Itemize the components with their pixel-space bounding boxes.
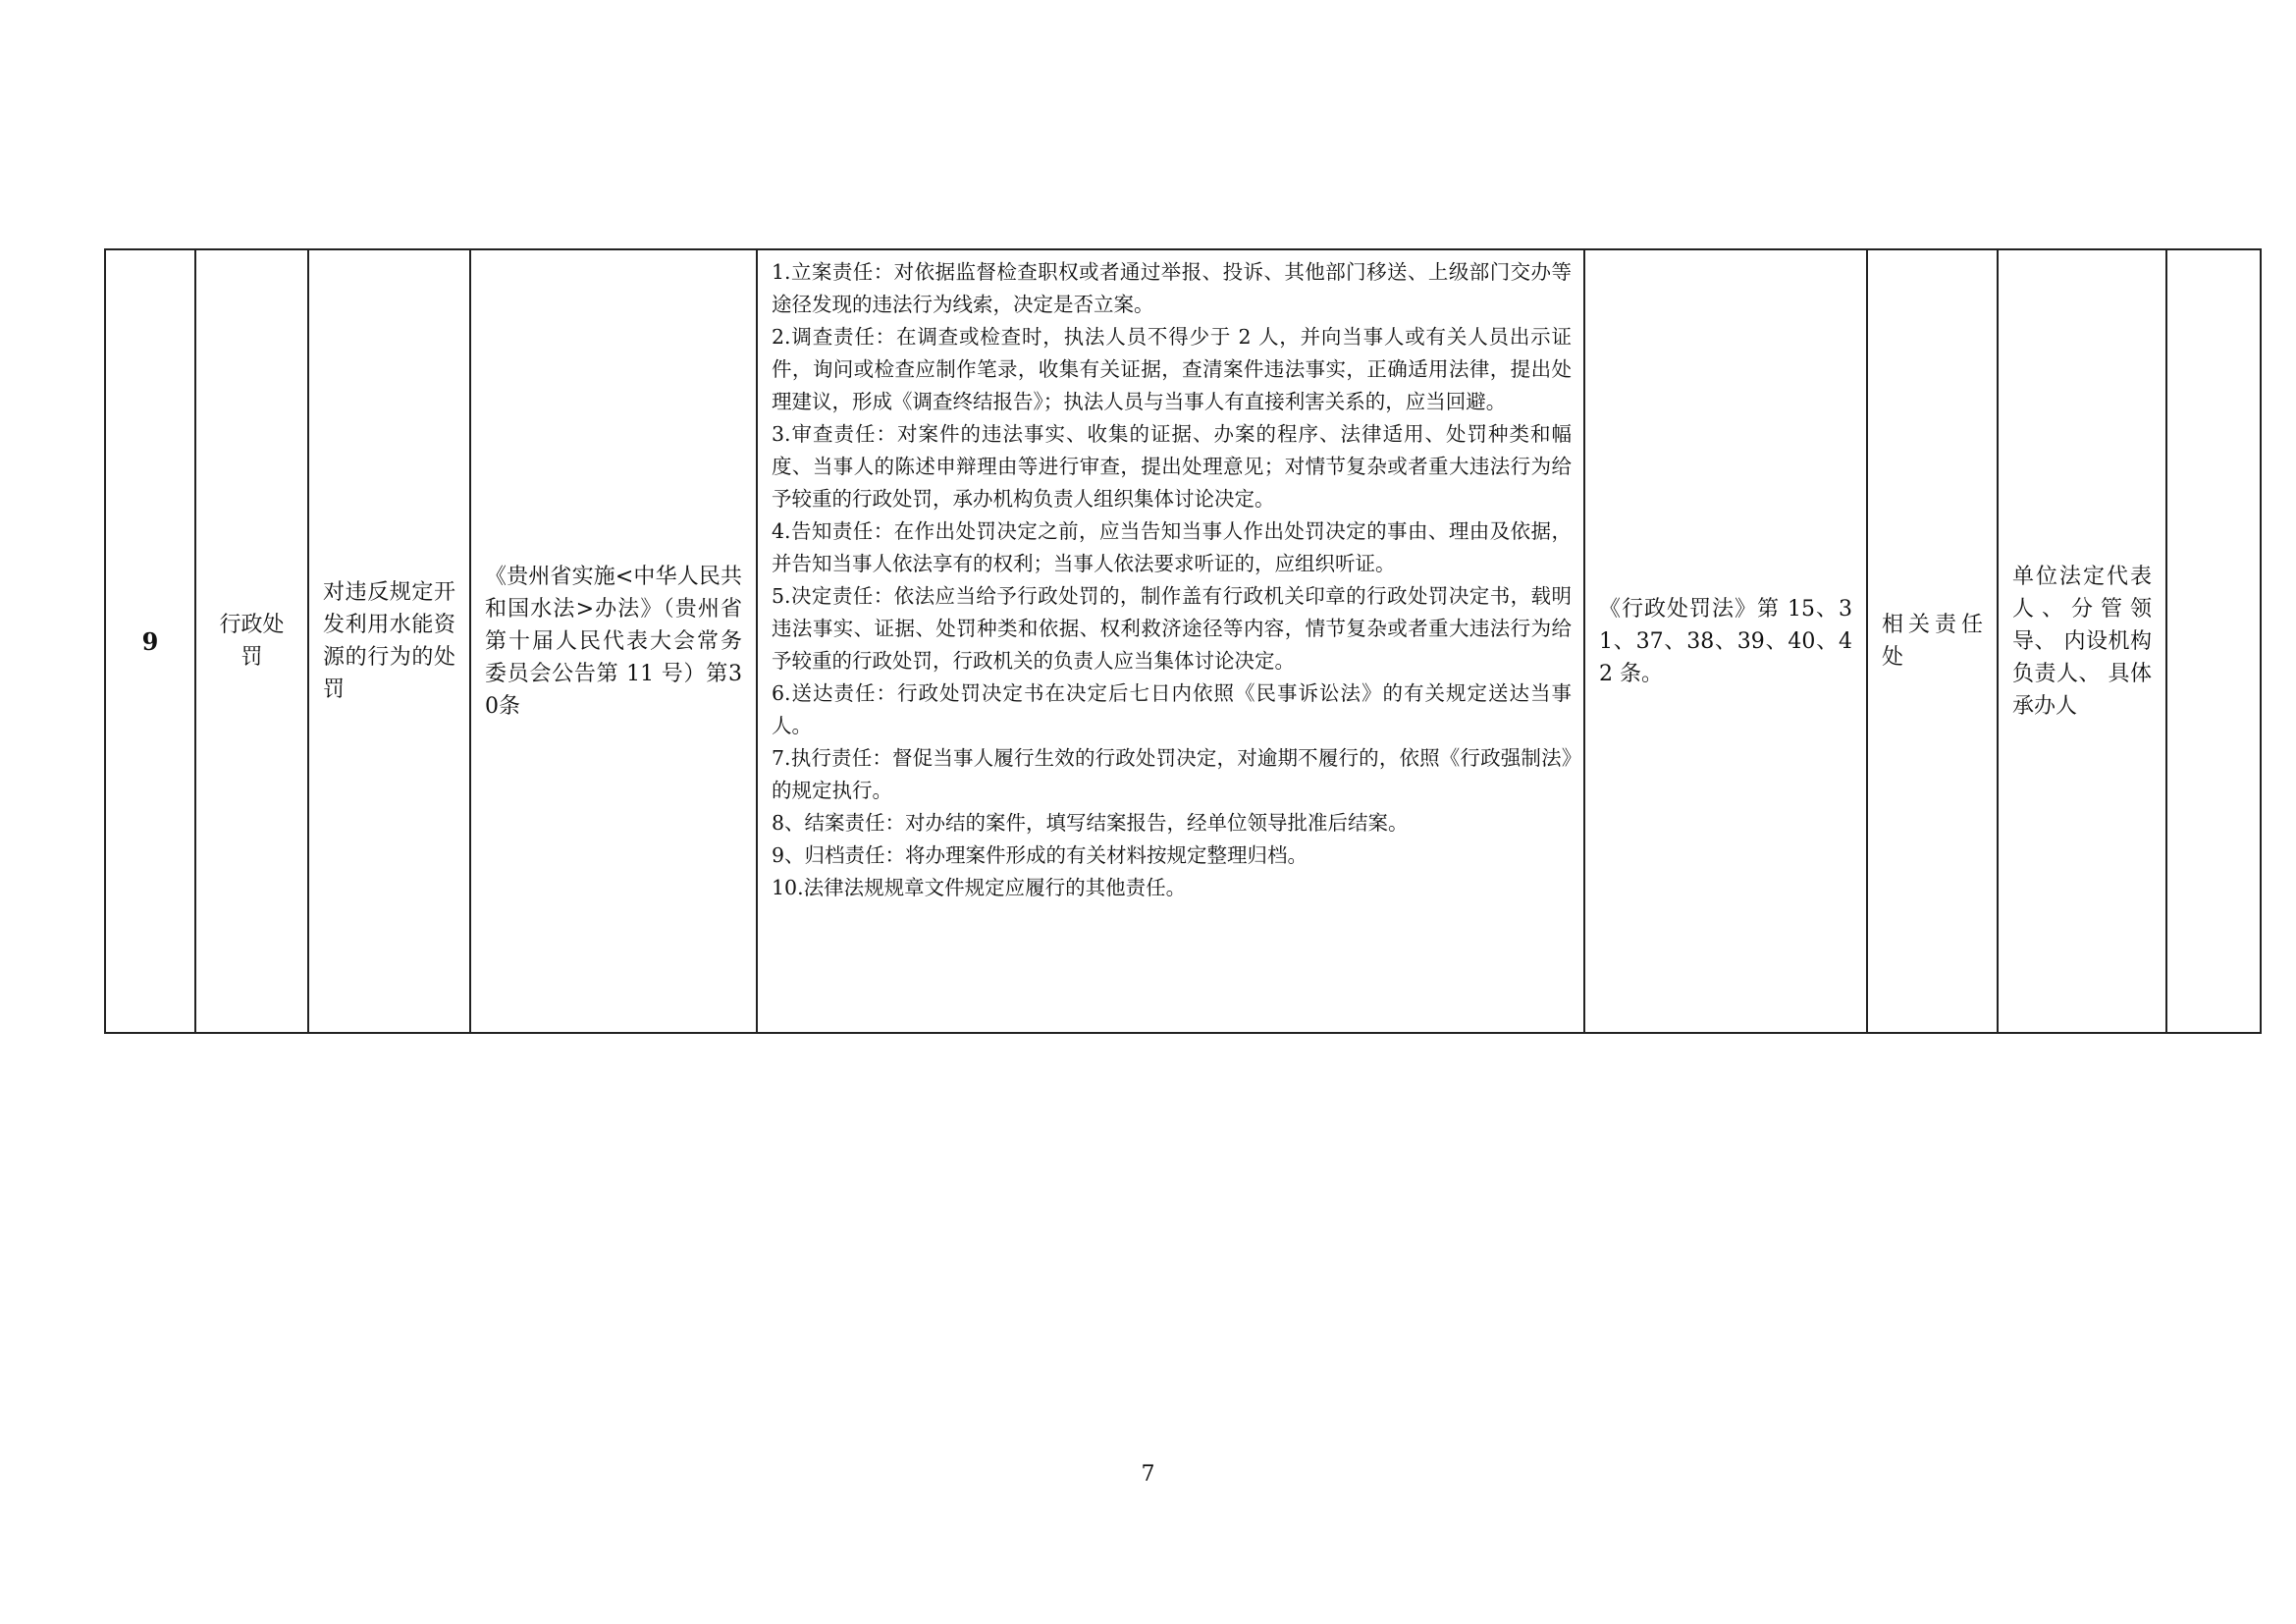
duty-item: 5.决定责任：依法应当给予行政处罚的，制作盖有行政机关印章的行政处罚决定书，载明违法事实、证据、处罚种类和依据、权利救济途径等内容，情节复杂或者重大违法行为给予较重的行政处罚，行政机关的负责人应当集体讨论决定。 xyxy=(772,584,1572,673)
duties-cell xyxy=(757,249,1584,1033)
category-cell xyxy=(195,249,308,1033)
item-name-text: 对违反规定开发利用水能资源的行为的处罚 xyxy=(323,580,455,702)
row-number-cell xyxy=(105,249,195,1033)
duty-item: 10.法律法规规章文件规定应履行的其他责任。 xyxy=(772,876,1187,899)
legal-basis-cell xyxy=(470,249,757,1033)
legal-basis-text: 《贵州省实施<中华人民共和国水法>办法》（贵州省第十届人民代表大会常务委员会公告第 11 号）第30条 xyxy=(485,564,742,719)
responsibility-table xyxy=(104,248,2262,1034)
responsible-persons-cell xyxy=(1998,249,2166,1033)
duty-item: 6.送达责任：行政处罚决定书在决定后七日内依照《民事诉讼法》的有关规定送达当事人。 xyxy=(772,681,1572,737)
responsible-dept-text: 相关责任处 xyxy=(1882,613,1983,670)
responsible-persons-text: 单位法定代表人、分管领导、 内设机构负责人、 具体承办人 xyxy=(2012,564,2152,719)
table-row xyxy=(105,249,2261,1033)
duty-item: 2.调查责任：在调查或检查时，执法人员不得少于 2 人，并向当事人或有关人员出示证件，询问或检查应制作笔录，收集有关证据，查清案件违法事实，正确适用法律，提出处理建议，形成《调查终结报告》；执法人员与当事人有直接利害关系的，应当回避。 xyxy=(772,325,1572,413)
duties-list xyxy=(758,250,1583,904)
remarks-cell xyxy=(2166,249,2261,1033)
duty-basis-text: 《行政处罚法》第 15、31、37、38、39、40、42 条。 xyxy=(1599,596,1852,686)
item-name-cell xyxy=(308,249,470,1033)
duty-item: 7.执行责任：督促当事人履行生效的行政处罚决定，对逾期不履行的，依照《行政强制法》的规定执行。 xyxy=(772,746,1572,802)
responsible-dept-cell xyxy=(1867,249,1998,1033)
row-number: 9 xyxy=(141,626,159,656)
duty-item: 8、结案责任：对办结的案件，填写结案报告，经单位领导批准后结案。 xyxy=(772,811,1409,835)
category-text: 行政处罚 xyxy=(219,613,285,670)
duty-item: 9、归档责任：将办理案件形成的有关材料按规定整理归档。 xyxy=(772,843,1308,867)
duty-item: 1.立案责任：对依据监督检查职权或者通过举报、投诉、其他部门移送、上级部门交办等途径发现的违法行为线索，决定是否立案。 xyxy=(772,260,1572,316)
duty-item: 3.审查责任：对案件的违法事实、收集的证据、办案的程序、法律适用、处罚种类和幅度、当事人的陈述申辩理由等进行审查，提出处理意见；对情节复杂或者重大违法行为给予较重的行政处罚，承办机构负责人组织集体讨论决定。 xyxy=(772,422,1572,511)
page-number: 7 xyxy=(1141,1462,1155,1487)
duty-item: 4.告知责任：在作出处罚决定之前，应当告知当事人作出处罚决定的事由、理由及依据，并告知当事人依法享有的权利；当事人依法要求听证的，应组织听证。 xyxy=(772,519,1572,575)
duty-basis-cell xyxy=(1584,249,1867,1033)
